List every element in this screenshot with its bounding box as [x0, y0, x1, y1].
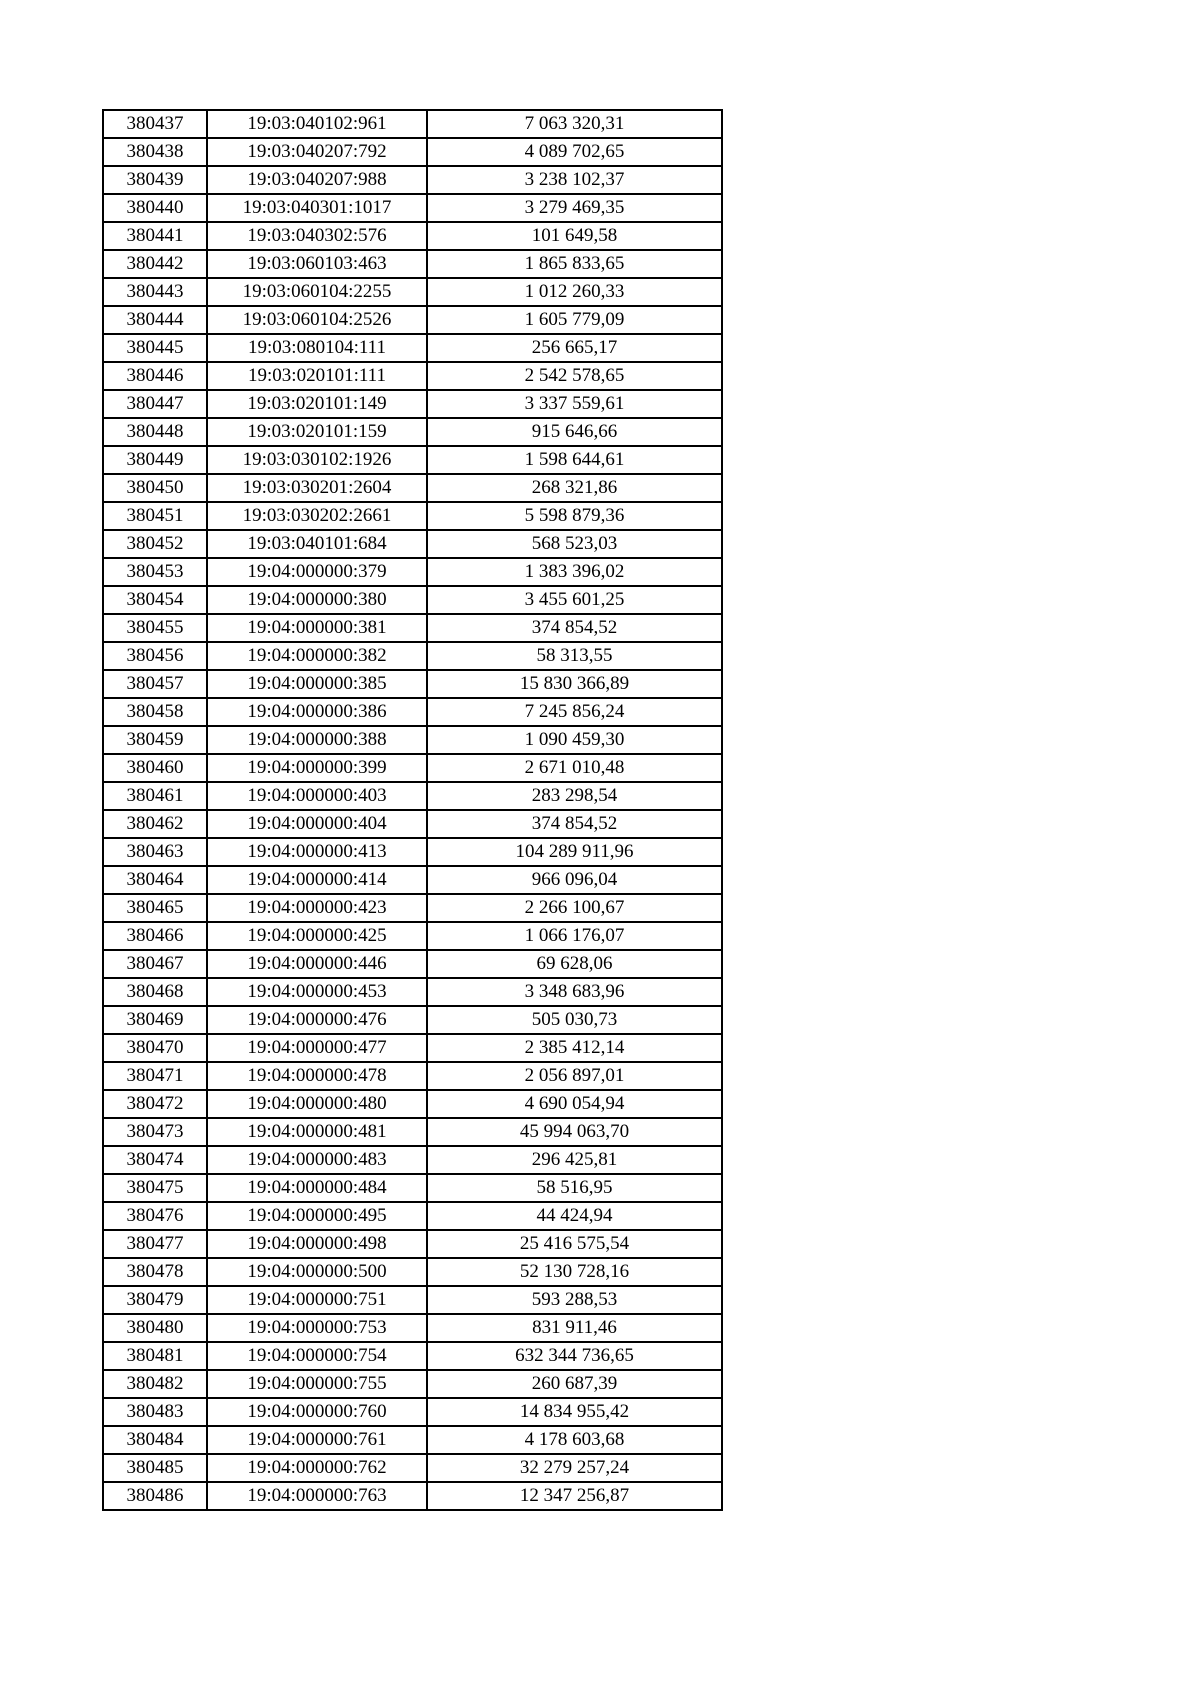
value-cell: 1 605 779,09: [427, 306, 722, 334]
row-number-cell: 380460: [103, 754, 207, 782]
table-row: [103, 894, 722, 922]
value-cell: 296 425,81: [427, 1146, 722, 1174]
cadastral-number-cell: 19:03:080104:111: [207, 334, 427, 362]
value-cell: 593 288,53: [427, 1286, 722, 1314]
row-number-cell: 380462: [103, 810, 207, 838]
row-number-cell: 380465: [103, 894, 207, 922]
table-row: [103, 1482, 722, 1510]
row-number-cell: 380476: [103, 1202, 207, 1230]
data-table: [102, 109, 723, 1511]
table-row: [103, 278, 722, 306]
cadastral-number-cell: 19:04:000000:404: [207, 810, 427, 838]
row-number-cell: 380457: [103, 670, 207, 698]
row-number-cell: 380482: [103, 1370, 207, 1398]
value-cell: 7 063 320,31: [427, 110, 722, 138]
table-row: [103, 334, 722, 362]
value-cell: 1 066 176,07: [427, 922, 722, 950]
table-row: [103, 1090, 722, 1118]
cadastral-number-cell: 19:04:000000:477: [207, 1034, 427, 1062]
value-cell: 104 289 911,96: [427, 838, 722, 866]
cadastral-number-cell: 19:03:040101:684: [207, 530, 427, 558]
value-cell: 2 385 412,14: [427, 1034, 722, 1062]
value-cell: 1 012 260,33: [427, 278, 722, 306]
row-number-cell: 380452: [103, 530, 207, 558]
cadastral-number-cell: 19:04:000000:380: [207, 586, 427, 614]
row-number-cell: 380479: [103, 1286, 207, 1314]
value-cell: 831 911,46: [427, 1314, 722, 1342]
row-number-cell: 380437: [103, 110, 207, 138]
row-number-cell: 380441: [103, 222, 207, 250]
value-cell: 4 089 702,65: [427, 138, 722, 166]
cadastral-number-cell: 19:04:000000:498: [207, 1230, 427, 1258]
row-number-cell: 380486: [103, 1482, 207, 1510]
row-number-cell: 380470: [103, 1034, 207, 1062]
row-number-cell: 380442: [103, 250, 207, 278]
cadastral-number-cell: 19:04:000000:760: [207, 1398, 427, 1426]
table-row: [103, 1174, 722, 1202]
value-cell: 101 649,58: [427, 222, 722, 250]
table-row: [103, 1342, 722, 1370]
cadastral-number-cell: 19:03:040302:576: [207, 222, 427, 250]
cadastral-number-cell: 19:04:000000:399: [207, 754, 427, 782]
table-row: [103, 362, 722, 390]
value-cell: 283 298,54: [427, 782, 722, 810]
cadastral-number-cell: 19:04:000000:484: [207, 1174, 427, 1202]
value-cell: 15 830 366,89: [427, 670, 722, 698]
value-cell: 966 096,04: [427, 866, 722, 894]
table-row: [103, 1258, 722, 1286]
cadastral-number-cell: 19:03:040207:988: [207, 166, 427, 194]
table-row: [103, 194, 722, 222]
value-cell: 268 321,86: [427, 474, 722, 502]
cadastral-number-cell: 19:04:000000:754: [207, 1342, 427, 1370]
cadastral-number-cell: 19:03:020101:159: [207, 418, 427, 446]
table-row: [103, 166, 722, 194]
row-number-cell: 380466: [103, 922, 207, 950]
cadastral-number-cell: 19:03:030202:2661: [207, 502, 427, 530]
row-number-cell: 380444: [103, 306, 207, 334]
table-row: [103, 138, 722, 166]
cadastral-number-cell: 19:04:000000:425: [207, 922, 427, 950]
table-row: [103, 1286, 722, 1314]
row-number-cell: 380461: [103, 782, 207, 810]
table-body: [103, 110, 722, 1510]
table-row: [103, 418, 722, 446]
value-cell: 2 542 578,65: [427, 362, 722, 390]
row-number-cell: 380483: [103, 1398, 207, 1426]
cadastral-number-cell: 19:04:000000:755: [207, 1370, 427, 1398]
row-number-cell: 380480: [103, 1314, 207, 1342]
cadastral-number-cell: 19:03:040207:792: [207, 138, 427, 166]
table-row: [103, 866, 722, 894]
table-row: [103, 754, 722, 782]
row-number-cell: 380472: [103, 1090, 207, 1118]
table-row: [103, 390, 722, 418]
cadastral-number-cell: 19:03:060103:463: [207, 250, 427, 278]
value-cell: 3 348 683,96: [427, 978, 722, 1006]
row-number-cell: 380477: [103, 1230, 207, 1258]
cadastral-number-cell: 19:04:000000:385: [207, 670, 427, 698]
table-row: [103, 950, 722, 978]
row-number-cell: 380463: [103, 838, 207, 866]
value-cell: 1 383 396,02: [427, 558, 722, 586]
row-number-cell: 380440: [103, 194, 207, 222]
cadastral-number-cell: 19:04:000000:481: [207, 1118, 427, 1146]
value-cell: 2 266 100,67: [427, 894, 722, 922]
table-row: [103, 250, 722, 278]
value-cell: 14 834 955,42: [427, 1398, 722, 1426]
row-number-cell: 380449: [103, 446, 207, 474]
value-cell: 7 245 856,24: [427, 698, 722, 726]
cadastral-number-cell: 19:04:000000:476: [207, 1006, 427, 1034]
value-cell: 256 665,17: [427, 334, 722, 362]
table-row: [103, 222, 722, 250]
row-number-cell: 380459: [103, 726, 207, 754]
table-row: [103, 586, 722, 614]
cadastral-number-cell: 19:03:060104:2255: [207, 278, 427, 306]
row-number-cell: 380484: [103, 1426, 207, 1454]
row-number-cell: 380456: [103, 642, 207, 670]
row-number-cell: 380464: [103, 866, 207, 894]
table-row: [103, 782, 722, 810]
value-cell: 632 344 736,65: [427, 1342, 722, 1370]
table-row: [103, 1370, 722, 1398]
table-row: [103, 110, 722, 138]
row-number-cell: 380469: [103, 1006, 207, 1034]
table-row: [103, 558, 722, 586]
table-row: [103, 1006, 722, 1034]
cadastral-number-cell: 19:03:030102:1926: [207, 446, 427, 474]
value-cell: 260 687,39: [427, 1370, 722, 1398]
table-row: [103, 726, 722, 754]
value-cell: 1 865 833,65: [427, 250, 722, 278]
table-row: [103, 530, 722, 558]
row-number-cell: 380438: [103, 138, 207, 166]
cadastral-number-cell: 19:04:000000:414: [207, 866, 427, 894]
cadastral-number-cell: 19:04:000000:446: [207, 950, 427, 978]
row-number-cell: 380478: [103, 1258, 207, 1286]
cadastral-number-cell: 19:04:000000:478: [207, 1062, 427, 1090]
table-row: [103, 838, 722, 866]
cadastral-number-cell: 19:03:040301:1017: [207, 194, 427, 222]
value-cell: 52 130 728,16: [427, 1258, 722, 1286]
table-row: [103, 978, 722, 1006]
cadastral-number-cell: 19:04:000000:386: [207, 698, 427, 726]
row-number-cell: 380475: [103, 1174, 207, 1202]
value-cell: 32 279 257,24: [427, 1454, 722, 1482]
cadastral-number-cell: 19:04:000000:763: [207, 1482, 427, 1510]
value-cell: 58 516,95: [427, 1174, 722, 1202]
value-cell: 4 178 603,68: [427, 1426, 722, 1454]
table-row: [103, 1118, 722, 1146]
value-cell: 3 238 102,37: [427, 166, 722, 194]
value-cell: 5 598 879,36: [427, 502, 722, 530]
cadastral-number-cell: 19:03:020101:111: [207, 362, 427, 390]
cadastral-number-cell: 19:04:000000:762: [207, 1454, 427, 1482]
cadastral-number-cell: 19:04:000000:403: [207, 782, 427, 810]
row-number-cell: 380481: [103, 1342, 207, 1370]
value-cell: 374 854,52: [427, 810, 722, 838]
row-number-cell: 380439: [103, 166, 207, 194]
row-number-cell: 380485: [103, 1454, 207, 1482]
table-row: [103, 670, 722, 698]
table-row: [103, 642, 722, 670]
value-cell: 2 056 897,01: [427, 1062, 722, 1090]
row-number-cell: 380474: [103, 1146, 207, 1174]
cadastral-number-cell: 19:03:040102:961: [207, 110, 427, 138]
value-cell: 1 090 459,30: [427, 726, 722, 754]
value-cell: 44 424,94: [427, 1202, 722, 1230]
value-cell: 1 598 644,61: [427, 446, 722, 474]
value-cell: 58 313,55: [427, 642, 722, 670]
cadastral-number-cell: 19:04:000000:413: [207, 838, 427, 866]
table-row: [103, 922, 722, 950]
cadastral-number-cell: 19:03:030201:2604: [207, 474, 427, 502]
row-number-cell: 380454: [103, 586, 207, 614]
table-row: [103, 1230, 722, 1258]
row-number-cell: 380443: [103, 278, 207, 306]
cadastral-number-cell: 19:04:000000:382: [207, 642, 427, 670]
cadastral-number-cell: 19:04:000000:388: [207, 726, 427, 754]
cadastral-number-cell: 19:03:060104:2526: [207, 306, 427, 334]
row-number-cell: 380467: [103, 950, 207, 978]
value-cell: 2 671 010,48: [427, 754, 722, 782]
value-cell: 915 646,66: [427, 418, 722, 446]
table-row: [103, 1314, 722, 1342]
value-cell: 3 337 559,61: [427, 390, 722, 418]
cadastral-number-cell: 19:04:000000:761: [207, 1426, 427, 1454]
table-row: [103, 614, 722, 642]
table-row: [103, 474, 722, 502]
table-row: [103, 1034, 722, 1062]
cadastral-number-cell: 19:03:020101:149: [207, 390, 427, 418]
value-cell: 3 279 469,35: [427, 194, 722, 222]
value-cell: 4 690 054,94: [427, 1090, 722, 1118]
cadastral-number-cell: 19:04:000000:423: [207, 894, 427, 922]
value-cell: 374 854,52: [427, 614, 722, 642]
value-cell: 12 347 256,87: [427, 1482, 722, 1510]
row-number-cell: 380448: [103, 418, 207, 446]
row-number-cell: 380458: [103, 698, 207, 726]
cadastral-number-cell: 19:04:000000:495: [207, 1202, 427, 1230]
cadastral-number-cell: 19:04:000000:483: [207, 1146, 427, 1174]
value-cell: 505 030,73: [427, 1006, 722, 1034]
row-number-cell: 380455: [103, 614, 207, 642]
table-row: [103, 1062, 722, 1090]
row-number-cell: 380471: [103, 1062, 207, 1090]
row-number-cell: 380451: [103, 502, 207, 530]
table-row: [103, 698, 722, 726]
table-row: [103, 1426, 722, 1454]
cadastral-number-cell: 19:04:000000:480: [207, 1090, 427, 1118]
table-row: [103, 446, 722, 474]
value-cell: 45 994 063,70: [427, 1118, 722, 1146]
cadastral-number-cell: 19:04:000000:753: [207, 1314, 427, 1342]
table-row: [103, 1146, 722, 1174]
cadastral-number-cell: 19:04:000000:500: [207, 1258, 427, 1286]
cadastral-number-cell: 19:04:000000:381: [207, 614, 427, 642]
row-number-cell: 380473: [103, 1118, 207, 1146]
cadastral-number-cell: 19:04:000000:453: [207, 978, 427, 1006]
row-number-cell: 380453: [103, 558, 207, 586]
row-number-cell: 380446: [103, 362, 207, 390]
row-number-cell: 380445: [103, 334, 207, 362]
value-cell: 25 416 575,54: [427, 1230, 722, 1258]
row-number-cell: 380468: [103, 978, 207, 1006]
table-row: [103, 1202, 722, 1230]
cadastral-number-cell: 19:04:000000:751: [207, 1286, 427, 1314]
table-row: [103, 810, 722, 838]
value-cell: 69 628,06: [427, 950, 722, 978]
table-row: [103, 1398, 722, 1426]
value-cell: 3 455 601,25: [427, 586, 722, 614]
cadastral-number-cell: 19:04:000000:379: [207, 558, 427, 586]
table-row: [103, 306, 722, 334]
table-row: [103, 502, 722, 530]
value-cell: 568 523,03: [427, 530, 722, 558]
row-number-cell: 380450: [103, 474, 207, 502]
row-number-cell: 380447: [103, 390, 207, 418]
table-row: [103, 1454, 722, 1482]
